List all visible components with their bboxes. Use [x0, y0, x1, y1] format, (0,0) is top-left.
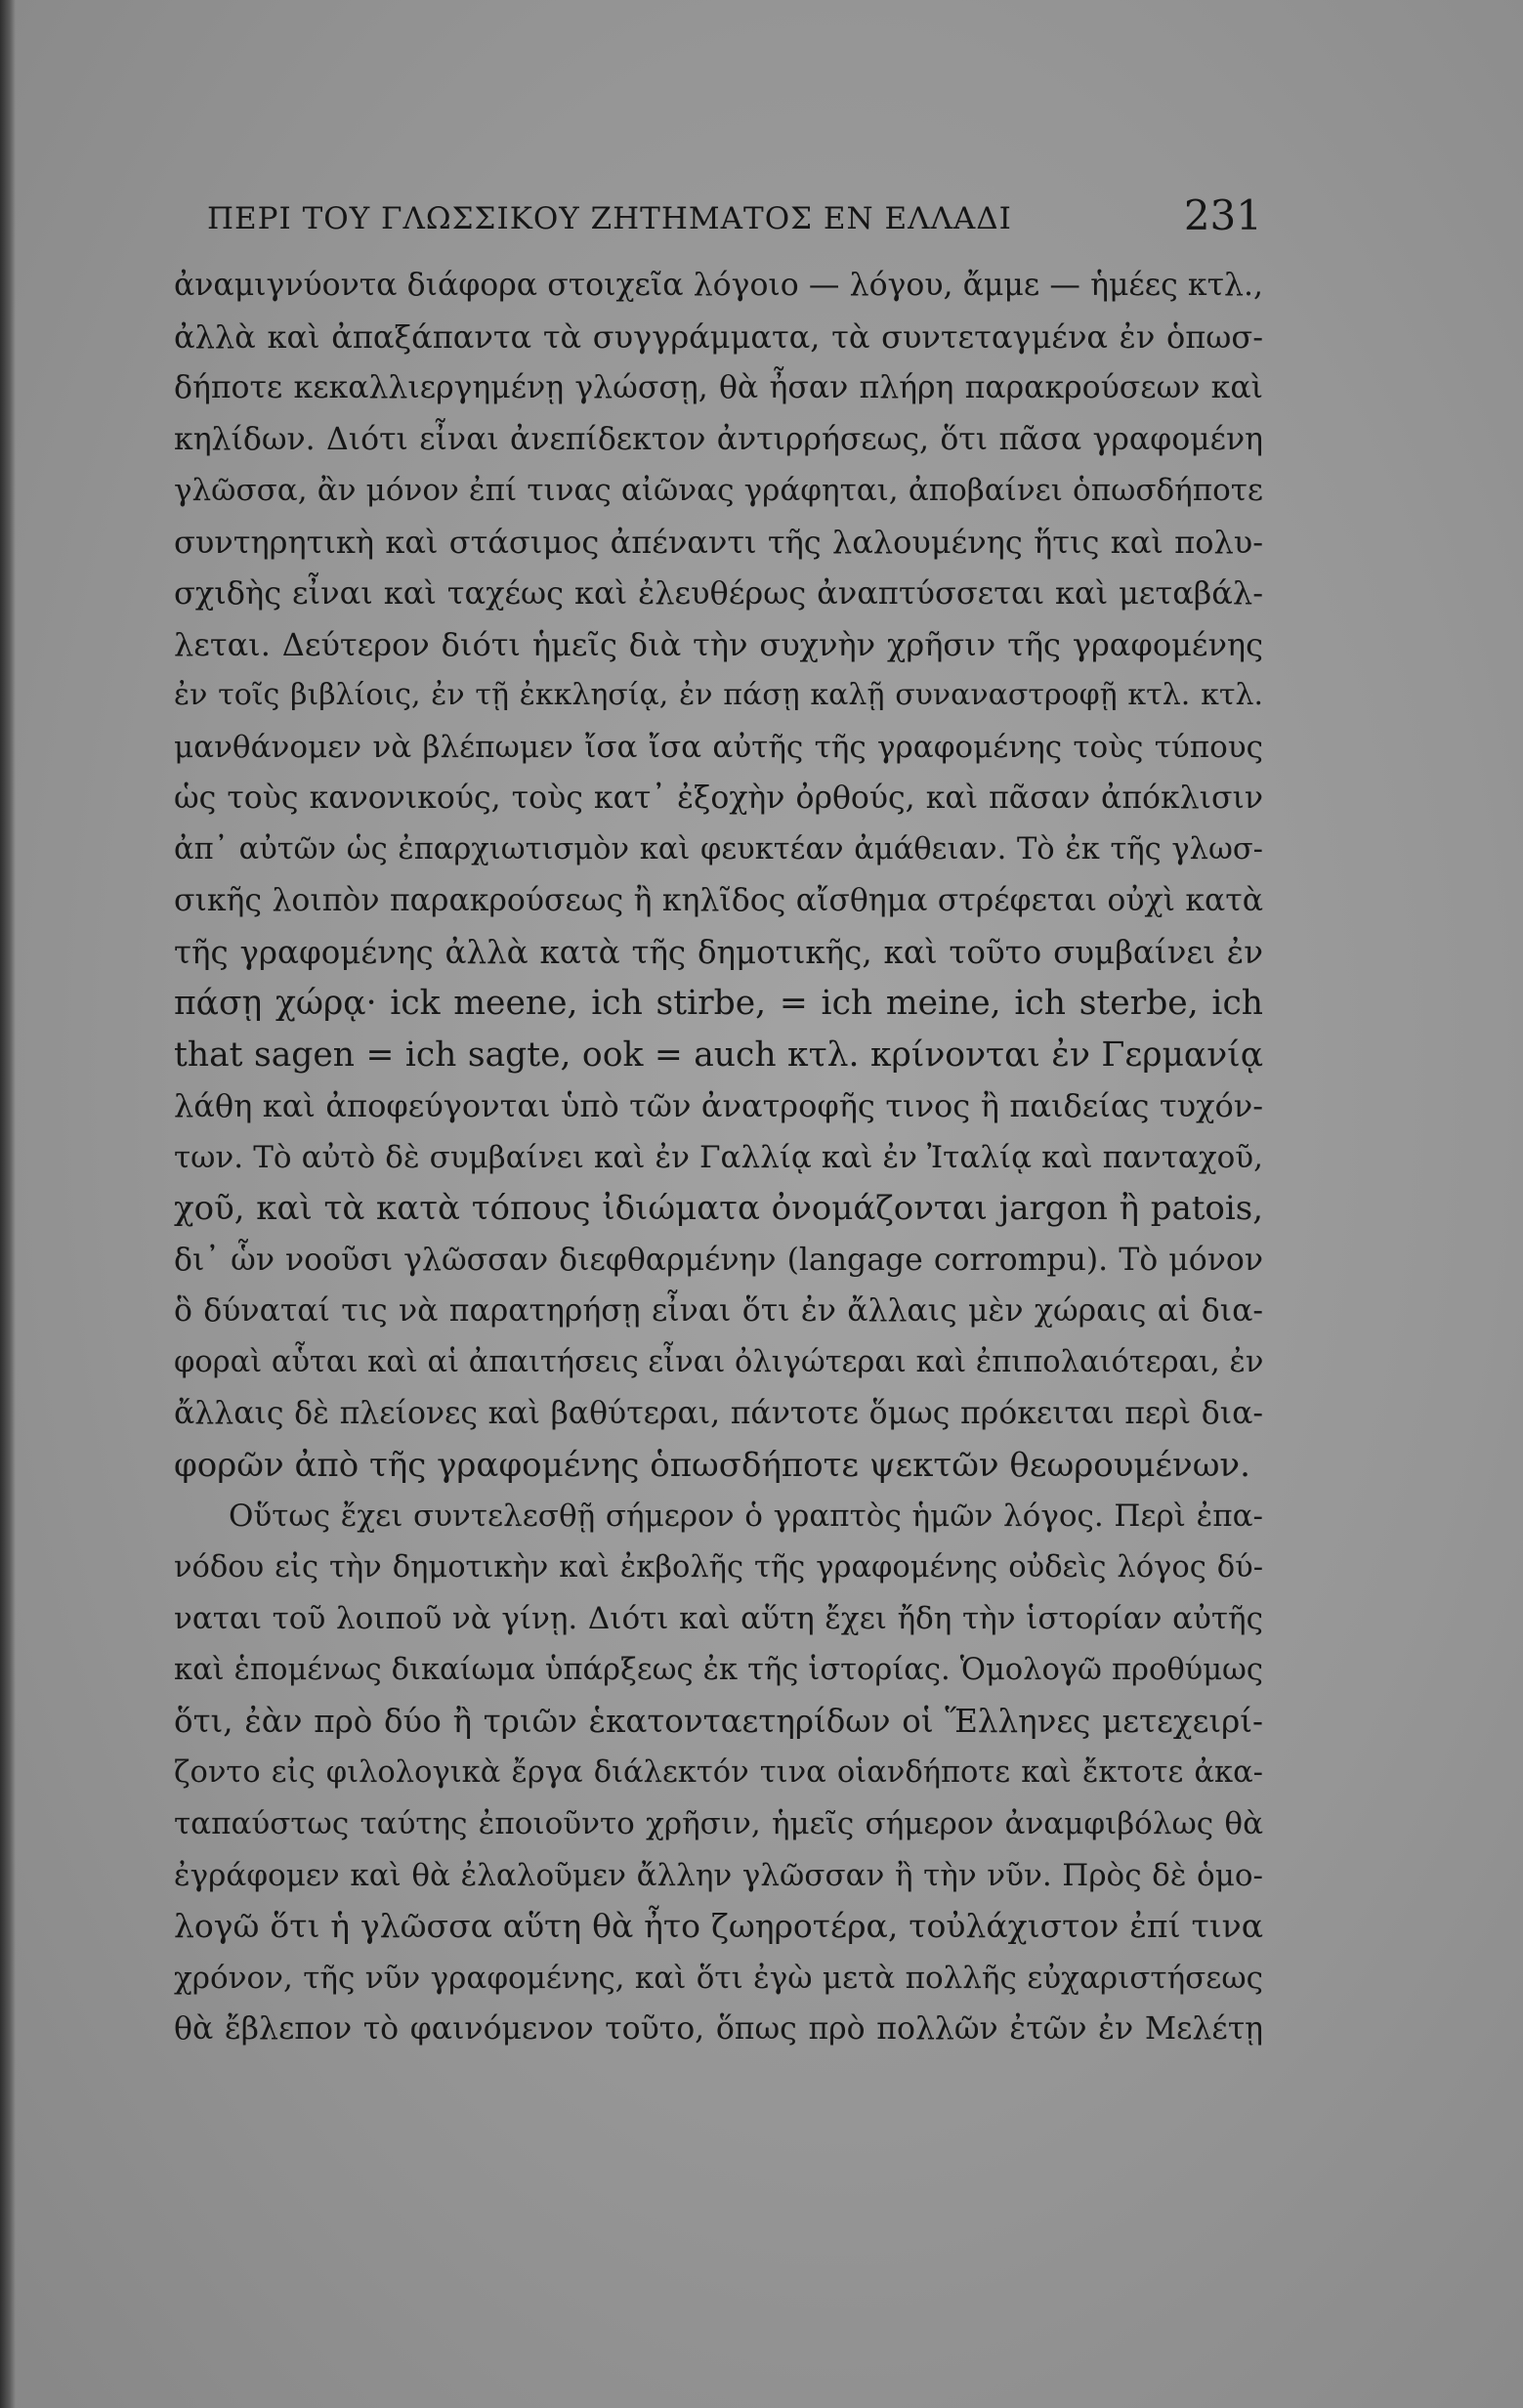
text-line: σχιδὴς εἶναι καὶ ταχέως καὶ ἐλευθέρως ἀναπτύσσεται καὶ μεταβάλ-	[174, 574, 1263, 612]
text-line: συντηρητικὴ καὶ στάσιμος ἀπέναντι τῆς λαλουμένης ἥτις καὶ πολυ-	[174, 523, 1263, 561]
text-line: ἄλλαις δὲ πλείονες καὶ βαθύτεραι, πάντοτε ὅμως πρόκειται περὶ δια-	[174, 1396, 1263, 1431]
text-line: χρόνον, τῆς νῦν γραφομένης, καὶ ὅτι ἐγὼ μετὰ πολλῆς εὐχαριστήσεως	[174, 1960, 1263, 1996]
text-line: λάθη καὶ ἀποφεύγονται ὑπὸ τῶν ἀνατροφῆς τινος ἢ παιδείας τυχόν-	[174, 1087, 1263, 1124]
page-number: 231	[1183, 191, 1262, 239]
text-line: φοραὶ αὗται καὶ αἱ ἀπαιτήσεις εἶναι ὀλιγώτεραι καὶ ἐπιπολαιότεραι, ἐν	[174, 1344, 1263, 1379]
text-line: πάσῃ χώρᾳ· ick meene, ich stirbe, = ich meine, ich sterbe, ich	[174, 984, 1263, 1023]
body-text	[174, 260, 1263, 2131]
text-line: ἀπ᾽ αὐτῶν ὡς ἐπαρχιωτισμὸν καὶ φευκτέαν ἀμάθειαν. Τὸ ἐκ τῆς γλωσ-	[174, 831, 1263, 866]
text-line: θὰ ἔβλεπον τὸ φαινόμενον τοῦτο, ὅπως πρὸ πολλῶν ἐτῶν ἐν Μελέτῃ	[174, 2011, 1263, 2047]
text-line: ζοντο εἰς φιλολογικὰ ἔργα διάλεκτόν τινα οἱανδήποτε καὶ ἔκτοτε ἀκα-	[174, 1754, 1263, 1790]
text-line: ὅτι, ἐὰν πρὸ δύο ἢ τριῶν ἑκατονταετηρίδων οἱ Ἕλληνες μετεχειρί-	[174, 1703, 1263, 1740]
text-line: κηλίδων. Διότι εἶναι ἀνεπίδεκτον ἀντιρρήσεως, ὅτι πᾶσα γραφομένη	[174, 421, 1263, 457]
text-line: ὃ δύναταί τις νὰ παρατηρήσῃ εἶναι ὅτι ἐν ἄλλαις μὲν χώραις αἱ δια-	[174, 1293, 1263, 1329]
text-line: ναται τοῦ λοιποῦ νὰ γίνῃ. Διότι καὶ αὕτη ἔχει ἤδη τὴν ἱστορίαν αὐτῆς	[174, 1601, 1263, 1636]
text-line: that sagen = ich sagte, ook = auch κτλ. κρίνονται ἐν Γερμανίᾳ	[174, 1035, 1263, 1075]
text-line: λεται. Δεύτερον διότι ἡμεῖς διὰ τὴν συχνὴν χρῆσιν τῆς γραφομένης	[174, 625, 1263, 663]
text-line: γλῶσσα, ἂν μόνον ἐπί τινας αἰῶνας γράφηται, ἀποβαίνει ὁπωσδήποτε	[174, 473, 1263, 508]
text-line: χοῦ, καὶ τὰ κατὰ τόπους ἰδιώματα ὀνομάζονται jargon ἢ patois,	[174, 1189, 1263, 1228]
text-line: σικῆς λοιπὸν παρακρούσεως ἢ κηλῖδος αἴσθημα στρέφεται οὐχὶ κατὰ	[174, 883, 1263, 918]
text-line: δήποτε κεκαλλιεργημένῃ γλώσσῃ, θὰ ἦσαν πλήρη παρακρούσεων καὶ	[174, 370, 1263, 405]
text-line: ἀλλὰ καὶ ἀπαξάπαντα τὰ συγγράμματα, τὰ συντεταγμένα ἐν ὁπωσ-	[174, 317, 1263, 356]
text-line: δι᾽ ὧν νοοῦσι γλῶσσαν διεφθαρμένην (langage corrompu). Τὸ μόνον	[174, 1242, 1263, 1278]
text-line: ἐγράφομεν καὶ θὰ ἐλαλοῦμεν ἄλλην γλῶσσαν ἢ τὴν νῦν. Πρὸς δὲ ὁμο-	[174, 1857, 1263, 1893]
text-line: τῆς γραφομένης ἀλλὰ κατὰ τῆς δημοτικῆς, καὶ τοῦτο συμβαίνει ἐν	[174, 933, 1263, 971]
text-line: ὡς τοὺς κανονικούς, τοὺς κατ᾽ ἐξοχὴν ὀρθούς, καὶ πᾶσαν ἀπόκλισιν	[174, 781, 1263, 816]
text-line: των. Τὸ αὐτὸ δὲ συμβαίνει καὶ ἐν Γαλλίᾳ καὶ ἐν Ἰταλίᾳ καὶ πανταχοῦ,	[174, 1139, 1263, 1175]
running-title: ΠΕΡΙ ΤΟΥ ΓΛΩΣΣΙΚΟΥ ΖΗΤΗΜΑΤΟΣ ΕΝ ΕΛΛΑΔΙ	[207, 201, 1012, 236]
text-line: λογῶ ὅτι ἡ γλῶσσα αὕτη θὰ ἦτο ζωηροτέρα, τοὐλάχιστον ἐπί τινα	[174, 1907, 1263, 1945]
text-line-paragraph-end: φορῶν ἀπὸ τῆς γραφομένης ὁπωσδήποτε ψεκτῶν θεωρουμένων.	[174, 1445, 1250, 1485]
text-line: μανθάνομεν νὰ βλέπωμεν ἴσα ἴσα αὐτῆς τῆς γραφομένης τοὺς τύπους	[174, 729, 1263, 765]
text-line: νόδου εἰς τὴν δημοτικὴν καὶ ἐκβολῆς τῆς γραφομένης οὐδεὶς λόγος δύ-	[174, 1549, 1263, 1584]
running-header	[207, 191, 1262, 246]
text-line: ταπαύστως ταύτης ἐποιοῦντο χρῆσιν, ἡμεῖς σήμερον ἀναμφιβόλως θὰ	[174, 1806, 1263, 1841]
text-line: ἐν τοῖς βιβλίοις, ἐν τῇ ἐκκλησίᾳ, ἐν πάσῃ καλῇ συναναστροφῇ κτλ. κτλ.	[174, 678, 1263, 712]
text-line: ἀναμιγνύοντα διάφορα στοιχεῖα λόγοιο — λόγου, ἄμμε — ἡμέες κτλ.,	[174, 268, 1263, 303]
text-line-paragraph-start: Οὕτως ἔχει συντελεσθῇ σήμερον ὁ γραπτὸς ἡμῶν λόγος. Περὶ ἐπα-	[229, 1499, 1263, 1534]
page-gutter-shadow	[0, 0, 16, 2408]
text-line: καὶ ἑπομένως δικαίωμα ὑπάρξεως ἐκ τῆς ἱστορίας. Ὁμολογῶ προθύμως	[174, 1652, 1263, 1687]
